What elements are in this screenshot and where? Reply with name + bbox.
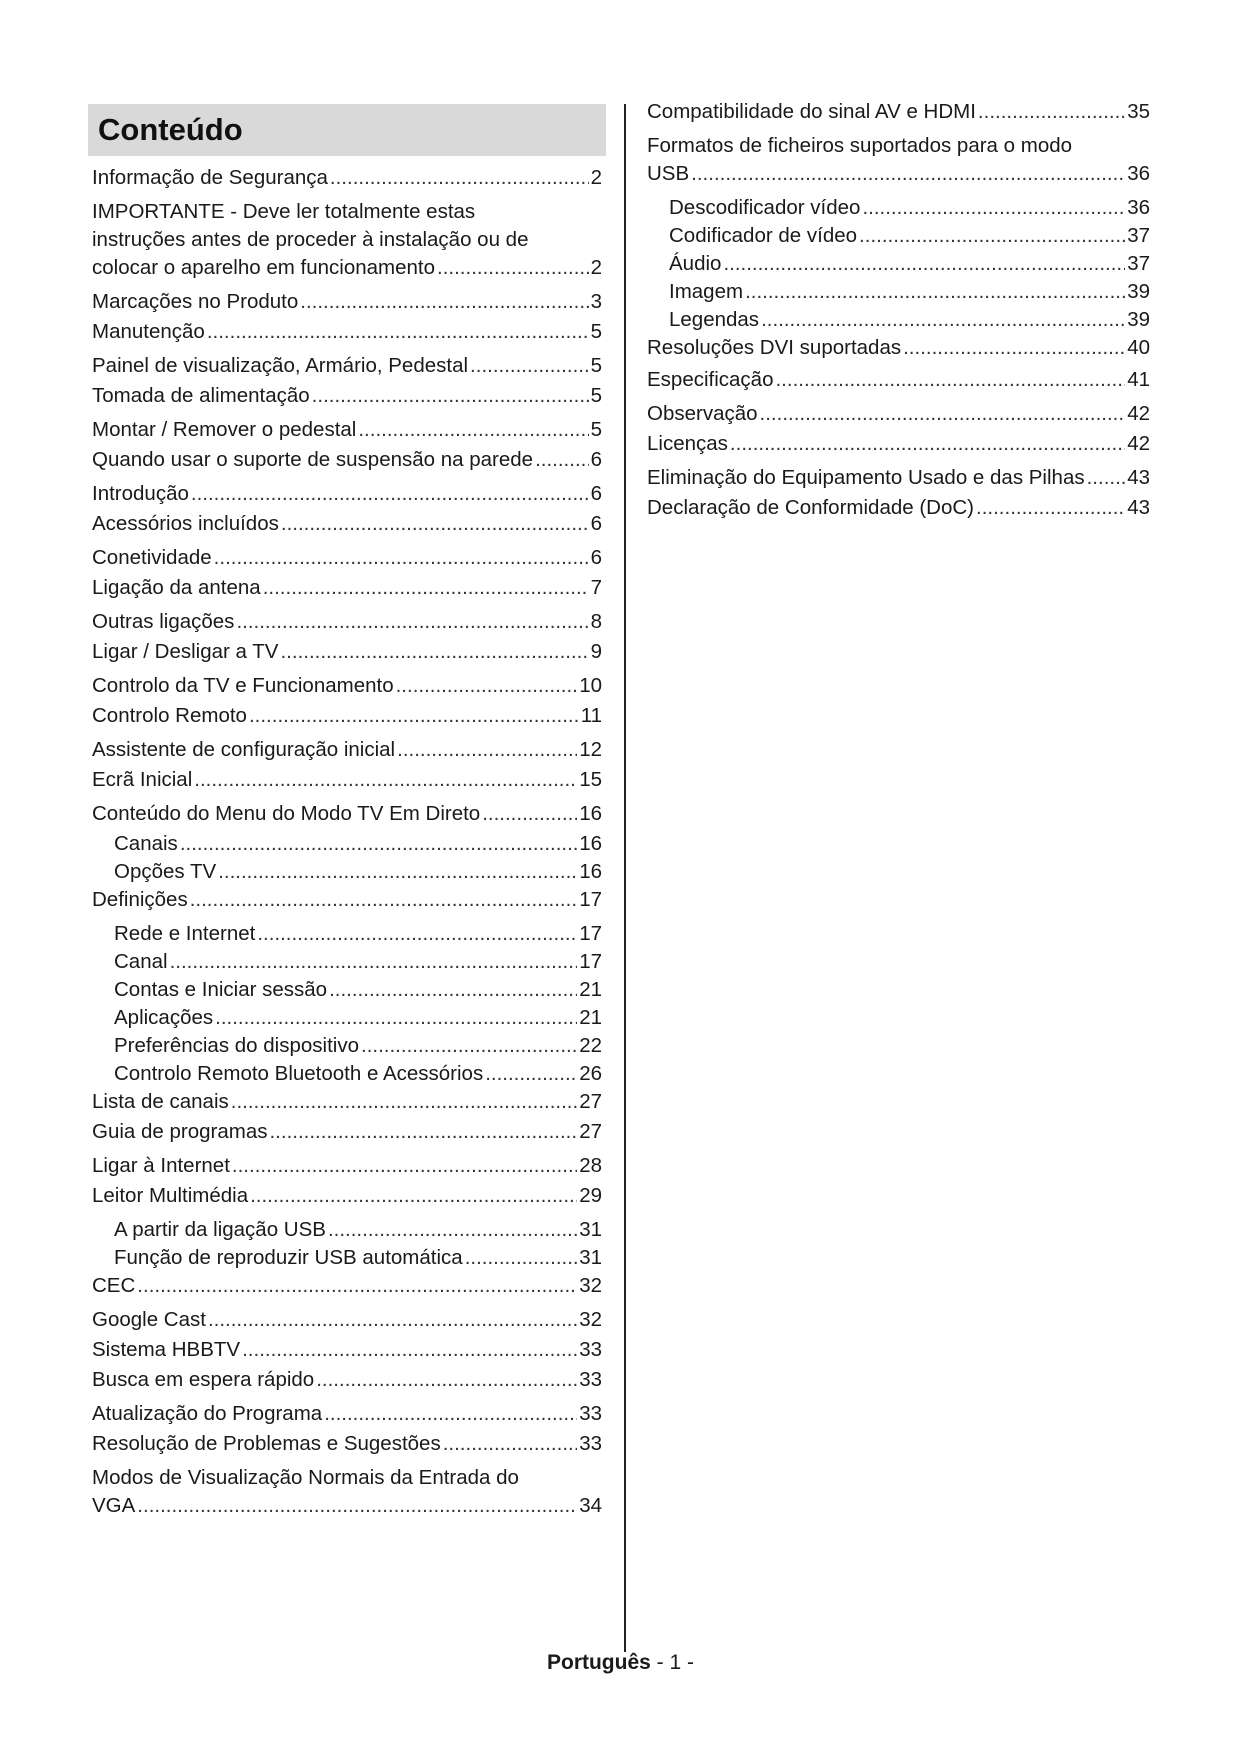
toc-entry-label: Compatibilidade do sinal AV e HDMI [647, 100, 976, 123]
toc-page-number: 42 [1127, 402, 1150, 425]
toc-leader-dots [862, 194, 1125, 222]
toc-leader-dots [775, 366, 1125, 394]
toc-entry-label: Controlo Remoto Bluetooth e Acessórios [114, 1062, 484, 1085]
toc-leader-dots [978, 98, 1125, 126]
toc-page-number: 5 [590, 354, 602, 377]
toc-page-number: 42 [1127, 432, 1150, 455]
toc-entry-label: Aplicações [114, 1006, 214, 1029]
toc-entry-label: Painel de visualização, Armário, Pedestal [92, 354, 469, 377]
toc-entry-label: Ligar à Internet [92, 1154, 230, 1177]
toc-entry-label: Canal [114, 950, 168, 973]
toc-leader-dots [976, 494, 1125, 522]
toc-leader-dots [194, 766, 577, 794]
toc-entry-last-line [92, 1492, 602, 1520]
toc-entry [92, 920, 602, 948]
toc-entry-label: Função de reproduzir USB automática [114, 1246, 463, 1269]
toc-leader-dots [242, 1336, 577, 1364]
toc-page-number: 37 [1127, 224, 1150, 247]
toc-entry-line: instruções antes de proceder à instalação ou de [92, 228, 529, 251]
toc-page-number: 6 [590, 448, 602, 471]
toc-entry-label: Quando usar o suporte de suspensão na parede [92, 448, 534, 471]
toc-entry-label: Busca em espera rápido [92, 1368, 315, 1391]
toc-leader-dots [281, 510, 589, 538]
toc-leader-dots [180, 830, 577, 858]
toc-leader-dots [358, 416, 588, 444]
toc-leader-dots [316, 1366, 577, 1394]
toc-entry-label: Lista de canais [92, 1090, 229, 1113]
page-footer [0, 1651, 1241, 1675]
toc-leader-dots [215, 1004, 577, 1032]
toc-entry-label: Eliminação do Equipamento Usado e das Pilhas [647, 466, 1085, 489]
toc-leader-dots [723, 250, 1125, 278]
toc-entry-label: Rede e Internet [114, 922, 256, 945]
toc-entry [92, 480, 602, 508]
toc-leader-dots [300, 288, 588, 316]
toc-page-number: 21 [579, 978, 602, 1001]
toc-leader-dots [485, 1060, 577, 1088]
toc-entry [92, 830, 602, 858]
toc-left-column [92, 104, 602, 1520]
toc-leader-dots [903, 334, 1125, 362]
toc-entry [647, 366, 1150, 394]
toc-entry [647, 494, 1150, 522]
toc-leader-dots [231, 1088, 577, 1116]
toc-entry-label: CEC [92, 1274, 136, 1297]
toc-entry-label: Declaração de Conformidade (DoC) [647, 496, 975, 519]
toc-entry-label: Google Cast [92, 1308, 206, 1331]
toc-page-number: 39 [1127, 308, 1150, 331]
toc-page-number: 10 [579, 674, 602, 697]
toc-page-number: 33 [579, 1432, 602, 1455]
toc-leader-dots [249, 702, 579, 730]
toc-page-number: 6 [590, 546, 602, 569]
toc-entry [647, 430, 1150, 458]
toc-leader-dots [1087, 464, 1126, 492]
toc-page-number: 16 [579, 802, 602, 825]
toc-entry-label: Definições [92, 888, 188, 911]
toc-page-number: 27 [579, 1120, 602, 1143]
toc-leader-dots [170, 948, 578, 976]
toc-entry [92, 544, 602, 572]
toc-leader-dots [482, 800, 577, 828]
toc-entry [92, 672, 602, 700]
toc-entry [92, 1216, 602, 1244]
toc-page-number: 41 [1127, 368, 1150, 391]
toc-entry-label: Atualização do Programa [92, 1402, 323, 1425]
toc-entry-label: Ligar / Desligar a TV [92, 640, 279, 663]
toc-entry-label: Licenças [647, 432, 728, 455]
toc-page-number: 12 [579, 738, 602, 761]
toc-entry [92, 288, 602, 316]
toc-entry-line: IMPORTANTE - Deve ler totalmente estas [92, 200, 476, 223]
toc-leader-dots [280, 638, 588, 666]
toc-page-number: 29 [579, 1184, 602, 1207]
toc-leader-dots [137, 1272, 577, 1300]
toc-entry [92, 948, 602, 976]
footer-page-number: - 1 - [656, 1651, 695, 1674]
toc-entry-label: Leitor Multimédia [92, 1184, 249, 1207]
toc-list-right [647, 98, 1150, 522]
toc-entry-label: Especificação [647, 368, 774, 391]
toc-entry-label: Opções TV [114, 860, 217, 883]
toc-page-number: 26 [579, 1062, 602, 1085]
toc-page-number: 33 [579, 1368, 602, 1391]
toc-entry [92, 352, 602, 380]
toc-entry-label: Conetividade [92, 546, 212, 569]
toc-entry [647, 278, 1150, 306]
toc-entry [92, 1244, 602, 1272]
toc-entry-label: Codificador de vídeo [669, 224, 858, 247]
toc-page-number: 3 [590, 290, 602, 313]
toc-leader-dots [691, 160, 1125, 188]
toc-leader-dots [761, 306, 1125, 334]
toc-entry [647, 306, 1150, 334]
toc-page-number: 9 [590, 640, 602, 663]
toc-entry-label: Imagem [669, 280, 744, 303]
toc-entry [92, 800, 602, 828]
toc-leader-dots [745, 278, 1125, 306]
toc-page-number: 32 [579, 1274, 602, 1297]
toc-entry [92, 976, 602, 1004]
toc-page-number: 7 [590, 576, 602, 599]
toc-entry-multiline [92, 1464, 602, 1520]
toc-entry-label: Legendas [669, 308, 760, 331]
toc-entry [647, 400, 1150, 428]
toc-page-number: 17 [579, 888, 602, 911]
toc-page-number: 33 [579, 1402, 602, 1425]
toc-page-number: 34 [579, 1494, 602, 1517]
toc-page-number: 22 [579, 1034, 602, 1057]
toc-entry-label: Conteúdo do Menu do Modo TV Em Direto [92, 802, 481, 825]
toc-entry-label: Informação de Segurança [92, 166, 328, 189]
toc-entry [92, 1060, 602, 1088]
toc-entry-label: USB [647, 162, 690, 185]
toc-right-column [647, 98, 1150, 522]
toc-leader-dots [396, 672, 578, 700]
toc-entry-label: Guia de programas [92, 1120, 268, 1143]
toc-leader-dots [397, 736, 577, 764]
toc-page-number: 11 [580, 704, 602, 727]
toc-leader-dots [218, 858, 577, 886]
toc-page-number: 31 [579, 1246, 602, 1269]
toc-entry-label: VGA [92, 1494, 136, 1517]
toc-entry-label: Resoluções DVI suportadas [647, 336, 902, 359]
toc-entry [92, 1400, 602, 1428]
toc-entry [92, 164, 602, 192]
toc-page-number: 39 [1127, 280, 1150, 303]
toc-page-number: 37 [1127, 252, 1150, 275]
toc-leader-dots [470, 352, 589, 380]
toc-entry-label: colocar o aparelho em funcionamento [92, 256, 436, 279]
toc-leader-dots [328, 1216, 577, 1244]
toc-page-number: 6 [590, 482, 602, 505]
toc-entry-line: Formatos de ficheiros suportados para o modo [647, 134, 1073, 157]
toc-page-number: 17 [579, 922, 602, 945]
column-divider [624, 104, 626, 1652]
toc-leader-dots [208, 1306, 577, 1334]
toc-entry [92, 1272, 602, 1300]
toc-entry [92, 416, 602, 444]
page-title: Conteúdo [98, 112, 243, 147]
toc-entry [92, 886, 602, 914]
toc-page-number: 16 [579, 832, 602, 855]
toc-entry [92, 1088, 602, 1116]
toc-page-number: 5 [590, 418, 602, 441]
toc-entry [92, 1182, 602, 1210]
toc-entry-last-line [92, 254, 602, 282]
toc-entry [92, 1306, 602, 1334]
toc-entry [647, 194, 1150, 222]
toc-entry-label: Outras ligações [92, 610, 235, 633]
toc-leader-dots [324, 1400, 577, 1428]
toc-page-number: 43 [1127, 466, 1150, 489]
toc-entry-multiline [647, 132, 1150, 188]
toc-entry [92, 1118, 602, 1146]
toc-page-number: 15 [579, 768, 602, 791]
toc-page-number: 17 [579, 950, 602, 973]
toc-entry-label: Ecrã Inicial [92, 768, 193, 791]
toc-leader-dots [190, 886, 577, 914]
toc-entry [92, 1152, 602, 1180]
toc-leader-dots [236, 608, 588, 636]
toc-leader-dots [207, 318, 589, 346]
toc-leader-dots [535, 446, 589, 474]
toc-entry-label: Canais [114, 832, 178, 855]
toc-entry [92, 858, 602, 886]
toc-entry-last-line [647, 160, 1150, 188]
toc-entry-label: Observação [647, 402, 758, 425]
toc-entry [92, 608, 602, 636]
toc-leader-dots [437, 254, 589, 282]
toc-entry [92, 736, 602, 764]
toc-entry [92, 318, 602, 346]
toc-entry-label: Descodificador vídeo [669, 196, 861, 219]
toc-page-number: 33 [579, 1338, 602, 1361]
title-bar [88, 104, 606, 156]
toc-entry [92, 1336, 602, 1364]
toc-leader-dots [137, 1492, 577, 1520]
toc-entry [647, 464, 1150, 492]
toc-page-number: 35 [1127, 100, 1150, 123]
toc-page-number: 16 [579, 860, 602, 883]
toc-leader-dots [257, 920, 577, 948]
toc-entry [92, 766, 602, 794]
toc-page-number: 28 [579, 1154, 602, 1177]
toc-entry-label: Manutenção [92, 320, 205, 343]
toc-page-number: 27 [579, 1090, 602, 1113]
toc-entry [92, 1032, 602, 1060]
toc-leader-dots [250, 1182, 577, 1210]
toc-leader-dots [465, 1244, 578, 1272]
toc-entry-label: Introdução [92, 482, 189, 505]
toc-list-left [92, 164, 602, 1520]
toc-page-number: 5 [590, 320, 602, 343]
toc-leader-dots [269, 1118, 577, 1146]
toc-entry-label: Montar / Remover o pedestal [92, 418, 357, 441]
toc-entry-label: Assistente de configuração inicial [92, 738, 396, 761]
toc-entry [647, 334, 1150, 362]
toc-entry [92, 1366, 602, 1394]
toc-page-number: 43 [1127, 496, 1150, 519]
toc-entry-label: Ligação da antena [92, 576, 261, 599]
toc-entry-label: Contas e Iniciar sessão [114, 978, 328, 1001]
toc-leader-dots [361, 1032, 577, 1060]
toc-entry-label: Controlo da TV e Funcionamento [92, 674, 394, 697]
toc-leader-dots [312, 382, 589, 410]
toc-page-number: 5 [590, 384, 602, 407]
toc-leader-dots [191, 480, 589, 508]
toc-entry [92, 382, 602, 410]
toc-entry [92, 1004, 602, 1032]
toc-leader-dots [760, 400, 1126, 428]
toc-entry-multiline [92, 198, 602, 282]
toc-leader-dots [330, 164, 589, 192]
toc-entry [647, 98, 1150, 126]
toc-leader-dots [859, 222, 1125, 250]
toc-entry [647, 222, 1150, 250]
toc-page-number: 36 [1127, 162, 1150, 185]
footer-language: Português [546, 1651, 651, 1674]
toc-entry-label: Controlo Remoto [92, 704, 247, 727]
toc-leader-dots [730, 430, 1125, 458]
toc-page-number: 2 [590, 256, 602, 279]
toc-page-number: 40 [1127, 336, 1150, 359]
toc-leader-dots [329, 976, 577, 1004]
toc-leader-dots [443, 1430, 577, 1458]
toc-entry-label: Preferências do dispositivo [114, 1034, 359, 1057]
toc-entry-label: Marcações no Produto [92, 290, 299, 313]
toc-entry [647, 250, 1150, 278]
toc-page-number: 31 [579, 1218, 602, 1241]
toc-leader-dots [263, 574, 589, 602]
toc-entry [92, 1430, 602, 1458]
toc-entry [92, 702, 602, 730]
toc-page-number: 2 [590, 166, 602, 189]
toc-page-number: 32 [579, 1308, 602, 1331]
toc-entry-label: Áudio [669, 252, 722, 275]
toc-entry-label: Sistema HBBTV [92, 1338, 241, 1361]
toc-entry [92, 510, 602, 538]
toc-entry [92, 446, 602, 474]
toc-page-number: 8 [590, 610, 602, 633]
toc-entry-label: Tomada de alimentação [92, 384, 310, 407]
toc-entry-label: Resolução de Problemas e Sugestões [92, 1432, 441, 1455]
toc-page-number: 6 [590, 512, 602, 535]
toc-entry [92, 574, 602, 602]
toc-entry [92, 638, 602, 666]
toc-leader-dots [232, 1152, 577, 1180]
toc-entry-label: A partir da ligação USB [114, 1218, 326, 1241]
toc-leader-dots [214, 544, 589, 572]
toc-entry-label: Acessórios incluídos [92, 512, 279, 535]
toc-page-number: 21 [579, 1006, 602, 1029]
toc-page-number: 36 [1127, 196, 1150, 219]
toc-entry-line: Modos de Visualização Normais da Entrada do [92, 1466, 519, 1489]
